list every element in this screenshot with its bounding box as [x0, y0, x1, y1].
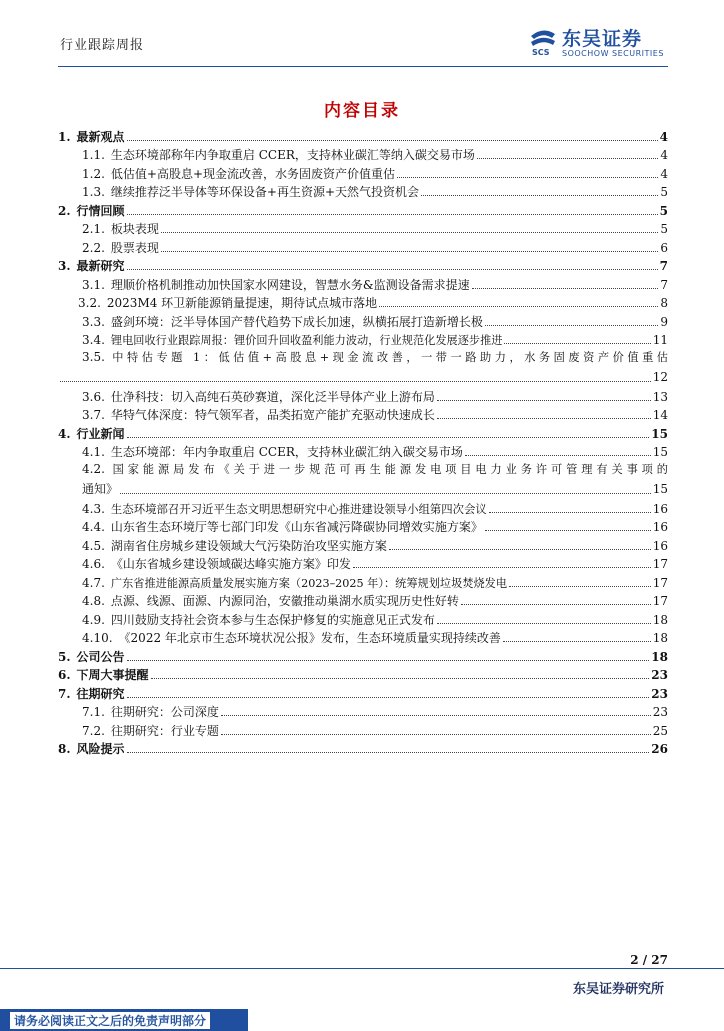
toc-entry-4[interactable]	[58, 423, 668, 442]
toc-entry-3[interactable]	[58, 256, 668, 275]
toc-num: 1.2.	[82, 166, 105, 181]
toc-entry-4-5[interactable]	[58, 535, 668, 554]
toc-leader	[161, 232, 658, 233]
toc-leader	[127, 140, 658, 141]
toc-text: 行情回顾	[76, 203, 125, 218]
toc-leader	[127, 214, 658, 215]
toc-num: 4.2.	[82, 462, 105, 476]
toc-leader	[151, 678, 650, 679]
toc-entry-1[interactable]	[58, 126, 668, 145]
page-number: 2 / 27	[630, 953, 668, 967]
logo-name-en: SOOCHOW SECURITIES	[562, 49, 664, 58]
toc-leader	[60, 381, 651, 382]
toc-leader	[504, 343, 650, 344]
toc-num: 3.2.	[78, 296, 101, 310]
toc-num: 4.9.	[82, 612, 105, 627]
toc-text-line1: 国家能源局发布《关于进一步规范可再生能源发电项目电力业务许可管理有关事项的	[112, 463, 668, 476]
toc-entry-2[interactable]	[58, 200, 668, 219]
toc-num: 3.4.	[82, 333, 105, 347]
toc-text: 往期研究：行业专题	[110, 723, 219, 738]
toc-leader	[127, 752, 650, 753]
toc-page: 5	[660, 185, 668, 199]
toc-leader	[127, 660, 650, 661]
toc-num: 3.6.	[82, 389, 105, 404]
toc-text: 股票表现	[110, 240, 159, 255]
toc-text: 生态环境部：年内争取重启 CCER，支持林业碳汇纳入碳交易市场	[110, 445, 463, 459]
toc-entry-4-4[interactable]	[58, 517, 668, 536]
toc-text: 生态环境部称年内争取重启 CCER，支持林业碳汇等纳入碳交易市场	[110, 148, 475, 162]
toc-page: 16	[652, 501, 668, 516]
disclaimer-text: 请务必阅读正文之后的免责声明部分	[10, 1012, 210, 1029]
toc-leader	[437, 400, 651, 401]
toc-leader	[353, 567, 651, 568]
report-type-label: 行业跟踪周报	[60, 38, 145, 53]
toc-num: 1.3.	[82, 185, 105, 199]
toc-page: 8	[660, 296, 668, 310]
toc-entry-3-3[interactable]	[58, 311, 668, 330]
toc-entry-4-1[interactable]	[58, 442, 668, 461]
toc-title: 内容目录	[324, 101, 400, 121]
toc-text: 生态环境部召开习近平生态文明思想研究中心推进建设领导小组第四次会议	[110, 501, 487, 516]
toc-num: 4.3.	[82, 501, 105, 516]
toc-leader	[509, 586, 651, 587]
toc-num: 5.	[58, 649, 71, 664]
toc-page: 7	[660, 277, 668, 292]
toc-text: 最新研究	[76, 259, 125, 273]
logo-mark-text: SCS	[532, 48, 550, 56]
toc-text: 继续推荐泛半导体等环保设备+再生资源+天然气投资机会	[110, 185, 420, 199]
toc-num: 4.1.	[82, 445, 105, 459]
toc-text: 理顺价格机制推动加快国家水网建设，智慧水务&监测设备需求提速	[110, 277, 470, 292]
toc-text: 盛剑环境：泛半导体国产替代趋势下成长加速，纵横拓展打造新增长极	[110, 314, 483, 329]
toc-page: 7	[659, 259, 668, 273]
toc-page: 18	[652, 612, 668, 627]
toc-num: 7.1.	[82, 705, 105, 719]
toc-text: 《山东省城乡建设领域碳达峰实施方案》印发	[110, 557, 351, 571]
toc-page: 25	[652, 723, 668, 738]
toc-entry-5[interactable]	[58, 646, 668, 665]
toc-num: 6.	[58, 668, 71, 682]
toc-text-line1: 中特估专题 1：低估值+高股息+现金流改善，一带一路助力，水务固废资产价值重估	[112, 351, 668, 364]
toc-leader	[477, 158, 658, 159]
toc-entry-6[interactable]	[58, 665, 668, 684]
toc-page: 16	[652, 520, 668, 534]
toc-page: 23	[651, 686, 668, 701]
logo-mark-icon	[528, 26, 558, 56]
toc-text: 点源、线源、面源、内源同治，安徽推动巢湖水质实现历史性好转	[110, 594, 459, 608]
toc-text: 《2022 年北京市生态环境状况公报》发布，生态环境质量实现持续改善	[118, 631, 501, 645]
toc-num: 7.	[58, 686, 71, 701]
toc-leader	[485, 530, 651, 531]
toc-entry-2-1[interactable]	[58, 219, 668, 238]
toc-leader	[437, 623, 651, 624]
toc-num: 4.8.	[82, 594, 105, 608]
toc-page: 26	[651, 742, 668, 756]
toc-num: 4.	[58, 426, 71, 441]
toc-text: 往期研究：公司深度	[110, 705, 219, 719]
toc-num: 3.	[58, 259, 71, 273]
toc-leader	[161, 251, 658, 252]
toc-entry-3-7[interactable]	[58, 405, 668, 424]
toc-text: 山东省生态环境厅等七部门印发《山东省减污降碳协同增效实施方案》	[110, 520, 483, 534]
toc-page: 4	[660, 148, 668, 162]
toc-leader	[221, 734, 651, 735]
toc-entry-1-2[interactable]	[58, 163, 668, 182]
toc-leader	[485, 325, 658, 326]
toc-leader	[421, 195, 658, 196]
toc-num: 4.4.	[82, 520, 105, 534]
toc-page: 6	[660, 240, 668, 255]
toc-text: 板块表现	[110, 222, 159, 236]
toc-entry-3-1[interactable]	[58, 274, 668, 293]
toc-leader	[472, 288, 659, 289]
toc-num: 2.2.	[82, 240, 105, 255]
toc-page: 18	[652, 631, 668, 645]
toc-leader	[127, 697, 650, 698]
toc-entry-4-6[interactable]	[58, 554, 668, 573]
toc-leader	[389, 549, 651, 550]
toc-leader	[489, 512, 651, 513]
toc-text: 湖南省住房城乡建设领域大气污染防治攻坚实施方案	[110, 538, 387, 553]
toc-leader	[127, 269, 658, 270]
toc-page: 5	[659, 203, 668, 218]
toc-page: 23	[651, 668, 668, 682]
toc-text-line2: 通知》	[82, 481, 119, 496]
toc-page: 15	[652, 481, 668, 496]
toc-leader	[221, 715, 651, 716]
toc-entry-4-9[interactable]	[58, 609, 668, 628]
toc-text: 最新观点	[76, 129, 125, 144]
toc-page: 17	[652, 575, 668, 590]
toc-page: 18	[651, 649, 668, 664]
toc-page: 15	[651, 426, 668, 441]
toc-text: 华特气体深度：特气领军者，品类拓宽产能扩充驱动快速成长	[110, 408, 435, 422]
toc-leader	[503, 641, 651, 642]
toc-entry-1-1[interactable]	[58, 145, 668, 164]
toc-page: 12	[652, 369, 668, 384]
toc-text: 锂电回收行业跟踪周报：锂价回升回收盈利能力波动，行业规范化发展逐步推进	[110, 334, 503, 347]
toc-page: 5	[660, 222, 668, 236]
toc-text: 行业新闻	[76, 426, 125, 441]
toc-text: 公司公告	[76, 649, 125, 664]
toc-page: 4	[660, 166, 668, 181]
toc-page: 11	[652, 333, 668, 347]
toc-num: 3.5.	[82, 350, 105, 364]
toc-entry-4-7[interactable]	[58, 572, 668, 591]
toc-entry-7-2[interactable]	[58, 720, 668, 739]
toc-text: 广东省推进能源高质量发展实施方案（2023–2025 年）：统筹规划垃圾焚烧发电	[110, 576, 508, 590]
toc-entry-4-2[interactable]	[58, 460, 668, 498]
institute-name: 东吴证券研究所	[572, 982, 664, 997]
toc-entry-8[interactable]	[58, 739, 668, 758]
toc-leader	[379, 306, 658, 307]
toc-entry-4-8[interactable]	[58, 591, 668, 610]
toc-entry-4-3[interactable]	[58, 498, 668, 517]
toc-text: 下周大事提醒	[76, 668, 149, 682]
toc-leader	[120, 493, 651, 494]
toc-num: 4.7.	[82, 575, 105, 590]
toc-num: 3.7.	[82, 408, 105, 422]
toc-num: 2.	[58, 203, 71, 218]
toc-num: 4.5.	[82, 538, 105, 553]
toc-page: 17	[652, 557, 668, 571]
toc-text: 仕净科技：切入高纯石英砂赛道，深化泛半导体产业上游布局	[110, 389, 435, 404]
toc-leader	[461, 604, 651, 605]
toc-leader	[127, 437, 650, 438]
toc-entry-2-2[interactable]	[58, 237, 668, 256]
toc-entry-3-6[interactable]	[58, 386, 668, 405]
toc-text: 低估值+高股息+现金流改善，水务固废资产价值重估	[110, 166, 396, 181]
toc-page: 9	[660, 314, 668, 329]
toc-entry-1-3[interactable]	[58, 182, 668, 201]
toc-entry-7[interactable]	[58, 683, 668, 702]
table-of-contents	[58, 126, 668, 757]
toc-entry-4-10[interactable]	[58, 628, 668, 647]
toc-page: 16	[652, 538, 668, 553]
toc-page: 15	[652, 445, 668, 459]
toc-num: 1.1.	[82, 148, 105, 162]
toc-num: 4.6.	[82, 557, 105, 571]
toc-leader	[437, 418, 651, 419]
toc-text: 2023M4 环卫新能源销量提速，期待试点城市落地	[106, 296, 378, 310]
toc-text: 四川鼓励支持社会资本参与生态保护修复的实施意见正式发布	[110, 612, 435, 627]
footer-divider	[0, 968, 724, 969]
toc-num: 4.10.	[82, 631, 113, 645]
toc-page: 14	[652, 408, 668, 422]
toc-num: 8.	[58, 742, 71, 756]
toc-text: 往期研究	[76, 686, 125, 701]
toc-page: 23	[652, 705, 668, 719]
toc-entry-3-4[interactable]	[58, 330, 668, 349]
toc-leader	[465, 455, 651, 456]
toc-text	[82, 460, 668, 480]
toc-entry-3-5[interactable]	[58, 348, 668, 386]
toc-num: 3.1.	[82, 277, 105, 292]
logo-name-cn: 东吴证券	[562, 28, 643, 50]
toc-num: 3.3.	[82, 314, 105, 329]
toc-num: 7.2.	[82, 723, 105, 738]
toc-page: 4	[659, 129, 668, 144]
header-divider	[58, 66, 668, 67]
toc-num: 2.1.	[82, 222, 105, 236]
toc-page: 17	[652, 594, 668, 608]
toc-num: 1.	[58, 129, 71, 144]
toc-leader	[397, 177, 658, 178]
toc-entry-7-1[interactable]	[58, 702, 668, 721]
toc-text	[82, 348, 668, 368]
toc-text: 风险提示	[76, 742, 125, 756]
toc-page: 13	[652, 389, 668, 404]
toc-entry-3-2[interactable]	[58, 293, 668, 312]
company-logo	[528, 24, 674, 62]
